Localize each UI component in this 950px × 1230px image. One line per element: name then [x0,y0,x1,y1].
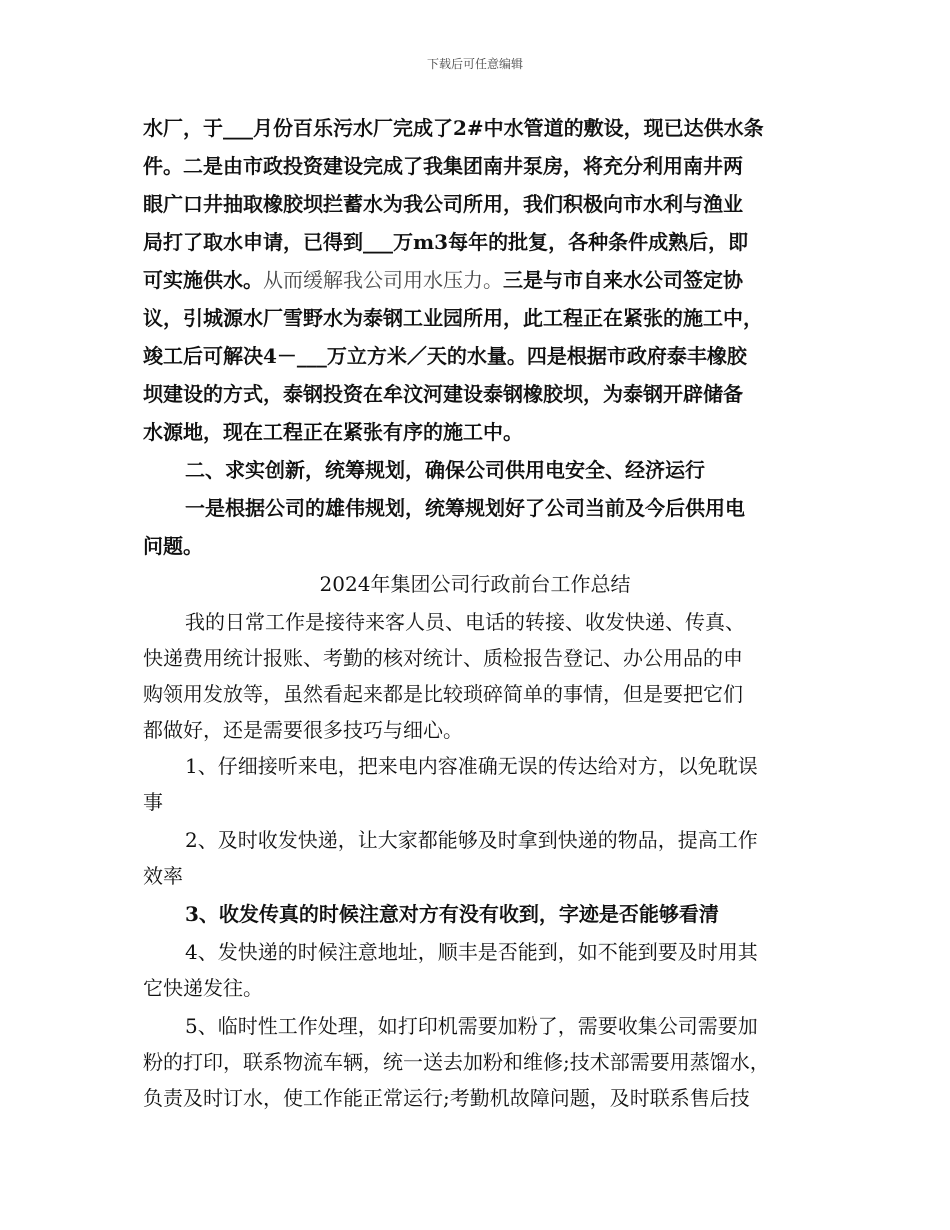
list-item-continuation: 它快递发往。 [143,976,263,1000]
paragraph-line: 议，引城源水厂雪野水为泰钢工业园所用，此工程正在紧张的施工中， [143,306,763,330]
paragraph-line: 局打了取水申请，已得到___万m3每年的批复，各种条件成熟后，即 [143,230,749,254]
paragraph-line [143,266,743,294]
paragraph-line: 一是根据公司的雄伟规划，统筹规划好了公司当前及今后供用电 [185,496,745,520]
paragraph-line: 水源地，现在工程正在紧张有序的施工中。 [143,420,523,444]
paragraph-line: 坝建设的方式，泰钢投资在牟汶河建设泰钢橡胶坝，为泰钢开辟储备 [143,382,743,406]
list-item: 4、发快递的时候注意地址，顺丰是否能到，如不能到要及时用其 [185,940,758,964]
paragraph-line: 快递费用统计报账、考勤的核对统计、质检报告登记、办公用品的申 [143,646,743,670]
paragraph-line: 都做好，还是需要很多技巧与细心。 [143,718,463,742]
section-heading: 二、求实创新，统筹规划，确保公司供用电安全、经济运行 [185,458,705,482]
list-item-continuation: 效率 [143,864,183,888]
paragraph-line: 问题。 [143,534,203,558]
paragraph-line: 水厂，于___月份百乐污水厂完成了2#中水管道的敷设，现已达供水条 [143,116,764,140]
page-header: 下载后可任意编辑 [426,57,523,71]
article-title: 2024年集团公司行政前台工作总结 [319,572,631,596]
paragraph-line: 竣工后可解决4－___万立方米／天的水量。四是根据市政府泰丰橡胶 [143,344,747,368]
text-segment: 可实施供水。 [143,268,263,292]
list-item: 1、仔细接听来电，把来电内容准确无误的传达给对方，以免耽误 [185,754,758,778]
paragraph-line: 件。二是由市政投资建设完成了我集团南井泵房，将充分利用南井两 [143,154,743,178]
list-item: 2、及时收发快递，让大家都能够及时拿到快递的物品，提高工作 [185,828,758,852]
text-segment: 从而缓解我公司用水压力。 [263,268,503,292]
list-item: 5、临时性工作处理，如打印机需要加粉了，需要收集公司需要加 [185,1014,758,1038]
list-item-continuation: 事 [143,790,163,814]
list-item: 3、收发传真的时候注意对方有没有收到，字迹是否能够看清 [185,902,719,926]
list-item-continuation: 粉的打印，联系物流车辆，统一送去加粉和维修;技术部需要用蒸馏水， [143,1050,770,1074]
paragraph-line: 购领用发放等，虽然看起来都是比较琐碎简单的事情，但是要把它们 [143,682,743,706]
text-segment: 三是与市自来水公司签定协 [503,268,743,292]
list-item-continuation: 负责及时订水，使工作能正常运行;考勤机故障问题，及时联系售后技 [143,1086,750,1110]
paragraph-line: 眼广口井抽取橡胶坝拦蓄水为我公司所用，我们积极向市水利与渔业 [143,192,743,216]
paragraph-line: 我的日常工作是接待来客人员、电话的转接、收发快递、传真、 [185,610,745,634]
